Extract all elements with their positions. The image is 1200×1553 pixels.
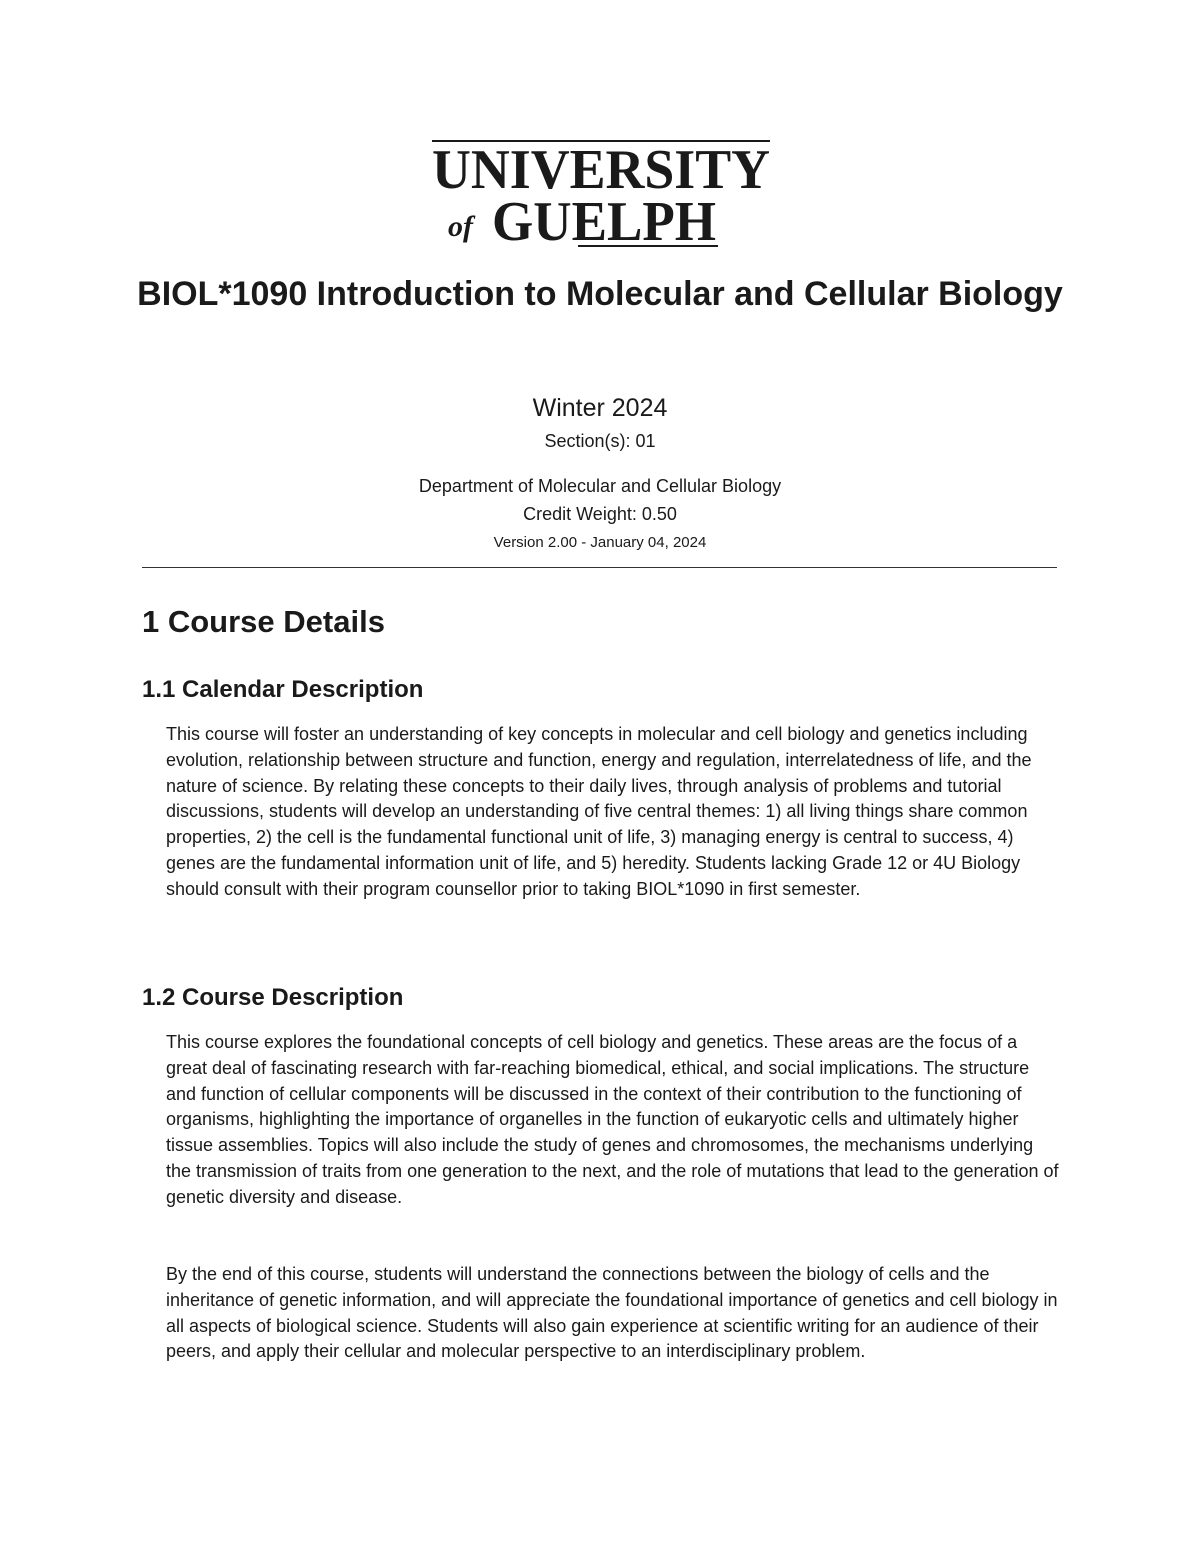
header-divider bbox=[142, 567, 1057, 568]
subsection-heading-course: 1.2 Course Description bbox=[142, 984, 404, 1011]
course-sections: Section(s): 01 bbox=[544, 431, 656, 451]
logo-of: of bbox=[448, 210, 473, 243]
course-term: Winter 2024 bbox=[532, 394, 668, 422]
university-logo bbox=[428, 138, 774, 250]
course-description-paragraph-1: This course explores the foundational concepts of cell biology and genetics. These areas are the focus of a great deal of fascinating research with far-reaching biomedical, ethical, and social implications. The structure and function of cellular components will be discussed in the context of their contribution to the functioning of organisms, highlighting the importance of organelles in the function of eukaryotic cells and ultimately higher tissue assemblies. Topics will also include the study of genes and chromosomes, the mechanisms underlying the transmission of traits from one generation to the next, and the role of mutations that lead to the generation of genetic diversity and disease. bbox=[166, 1032, 1059, 1207]
logo-line1: UNIVERSITY bbox=[432, 139, 770, 201]
logo-wordmark bbox=[428, 138, 774, 250]
department-name: Department of Molecular and Cellular Biology bbox=[418, 476, 782, 496]
course-title: BIOL*1090 Introduction to Molecular and Cellular Biology bbox=[137, 275, 1063, 313]
logo-line2: GUELPH bbox=[492, 191, 716, 250]
credit-weight: Credit Weight: 0.50 bbox=[523, 504, 677, 524]
course-description-paragraph-2: By the end of this course, students will understand the connections between the biology of cells and the inheritance of genetic information, and will appreciate the foundational importance of genetics and cell biology in all aspects of biological science. Students will also gain experience at scientific writing for an audience of their peers, and apply their cellular and molecular perspective to an interdisciplinary problem. bbox=[166, 1264, 1058, 1362]
calendar-description: This course will foster an understanding of key concepts in molecular and cell biology and genetics including evolution, relationship between structure and function, energy and regulation, interrelatedness of life, and the nature of science. By relating these concepts to their daily lives, through analysis of problems and tutorial discussions, students will develop an understanding of five central themes: 1) all living things share common properties, 2) the cell is the fundamental functional unit of life, 3) managing energy is central to success, 4) genes are the fundamental information unit of life, and 5) heredity. Students lacking Grade 12 or 4U Biology should consult with their program counsellor prior to taking BIOL*1090 in first semester. bbox=[166, 724, 1032, 899]
section-heading-course-details: 1 Course Details bbox=[142, 604, 385, 639]
version-line: Version 2.00 - January 04, 2024 bbox=[493, 534, 707, 551]
subsection-heading-calendar: 1.1 Calendar Description bbox=[142, 676, 424, 703]
